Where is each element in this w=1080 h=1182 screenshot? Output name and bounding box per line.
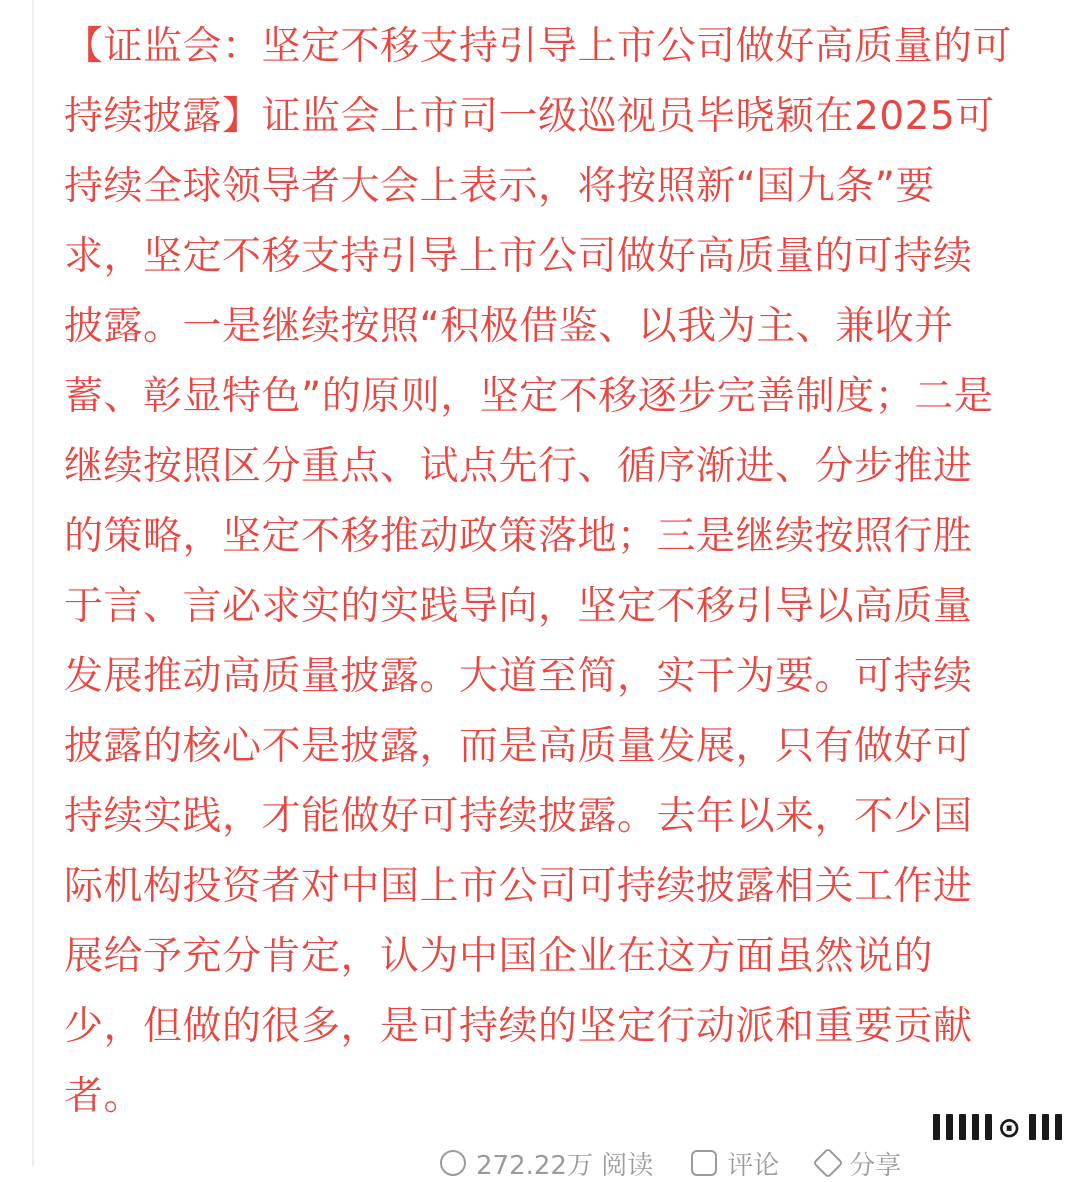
share-icon — [813, 1147, 844, 1178]
article-line: 发展推动高质量披露。大道至简，实干为要。可持续 — [64, 654, 973, 699]
watermark-bar — [1055, 1114, 1062, 1140]
article-line: 少，但做的很多，是可持续的坚定行动派和重要贡献 — [64, 1004, 973, 1049]
watermark-text: ⊙ — [997, 1110, 1023, 1144]
article-line: 际机构投资者对中国上市公司可持续披露相关工作进 — [64, 864, 973, 909]
watermark-bar — [985, 1114, 992, 1140]
share-label: 分享 — [849, 1150, 902, 1181]
article-line: 蓄、彰显特色”的原则，坚定不移逐步完善制度；二是 — [64, 374, 994, 419]
watermark-bar — [1042, 1114, 1049, 1140]
watermark-bar — [972, 1114, 979, 1140]
views-stat — [440, 1145, 653, 1182]
article-line: 【证监会：坚定不移支持引导上市公司做好高质量的可 — [64, 24, 1013, 69]
article-line: 持续全球领导者大会上表示，将按照新“国九条”要 — [64, 164, 935, 209]
watermark-bar — [933, 1114, 940, 1140]
share-button[interactable] — [817, 1145, 901, 1182]
watermark-bar — [959, 1114, 966, 1140]
article-line: 展给予充分肯定，认为中国企业在这方面虽然说的 — [64, 934, 934, 979]
article-line: 的策略，坚定不移推动政策落地；三是继续按照行胜 — [64, 514, 973, 559]
article-line: 持续披露】证监会上市司一级巡视员毕晓颖在2025可 — [64, 94, 995, 139]
watermark-bar — [1029, 1114, 1036, 1140]
article-line: 者。 — [64, 1074, 144, 1119]
article-line: 继续按照区分重点、试点先行、循序渐进、分步推进 — [64, 444, 973, 489]
article-footer — [440, 1148, 902, 1181]
article-line: 求，坚定不移支持引导上市公司做好高质量的可持续 — [64, 234, 973, 279]
article-line: 于言、言必求实的实践导向，坚定不移引导以高质量 — [64, 584, 973, 629]
comment-button[interactable] — [691, 1145, 779, 1182]
article-line: 披露。一是继续按照“积极借鉴、以我为主、兼收并 — [64, 304, 954, 349]
watermark-logo — [933, 1110, 1062, 1144]
left-border — [32, 0, 34, 1166]
eye-icon — [440, 1150, 466, 1176]
article-body — [64, 12, 1064, 1132]
watermark-bar — [946, 1114, 953, 1140]
views-count: 272.22万 阅读 — [476, 1150, 654, 1181]
article-line: 持续实践，才能做好可持续披露。去年以来，不少国 — [64, 794, 973, 839]
article-line: 披露的核心不是披露，而是高质量发展，只有做好可 — [64, 724, 973, 769]
comment-label: 评论 — [727, 1150, 780, 1181]
comment-icon — [691, 1150, 717, 1176]
